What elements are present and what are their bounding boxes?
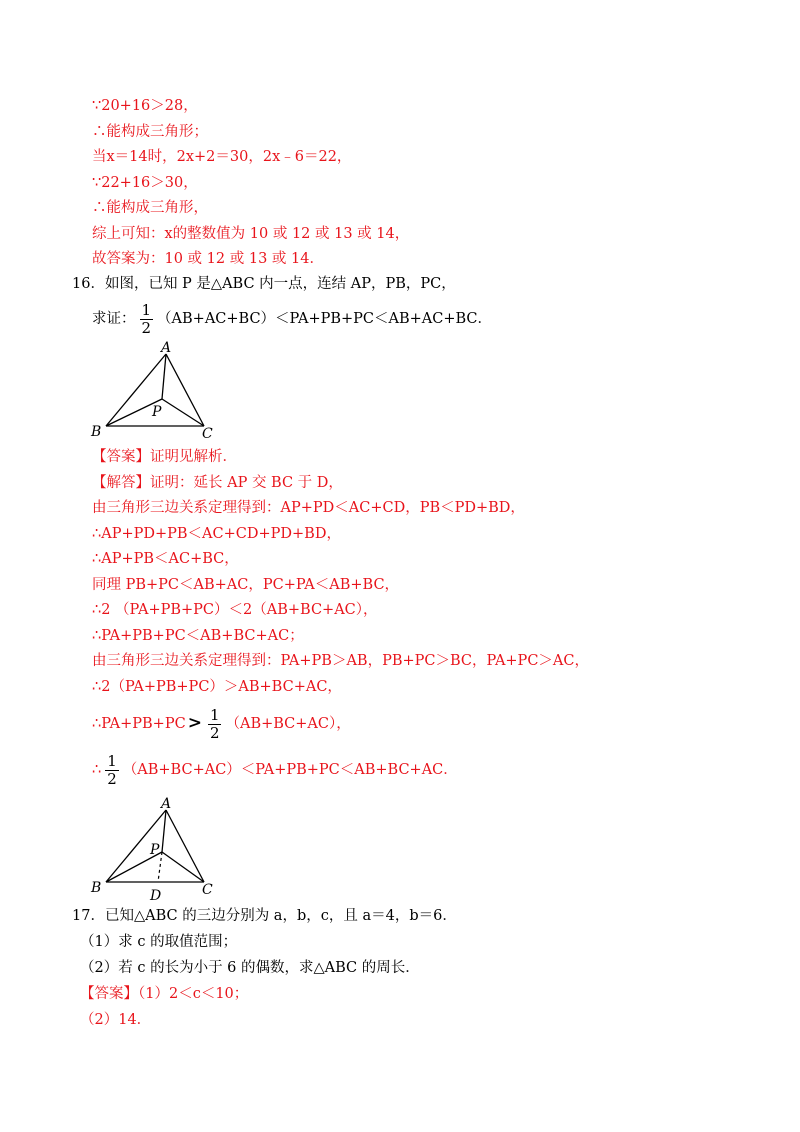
fraction-numerator: 1 (107, 751, 117, 770)
fraction-numerator: 1 (209, 705, 220, 724)
answer-17-line-2: （2）14． (80, 1012, 152, 1028)
solution-16-line-1: 【解答】证明：延长 AP 交 BC 于 D， (92, 475, 343, 491)
solution-16-line-5: 同理 PB+PC＜AB+AC，PC+PA＜AB+BC， (92, 577, 400, 593)
question-17-stem: 17．已知△ABC 的三边分别为 a，b，c，且 a＝4，b＝6． (72, 908, 457, 924)
answer-17-line-1 (80, 984, 248, 1004)
point-d-label: D (150, 888, 162, 904)
solution-16-line-7: ∴PA+PB+PC＜AB+BC+AC； (92, 628, 304, 644)
answer-part-1: （1）2＜c＜10； (138, 986, 249, 1002)
question-17-part-2: （2）若 c 的长为小于 6 的偶数，求△ABC 的周长． (80, 960, 420, 976)
solution-line-4: ∵22+16＞30， (92, 175, 198, 191)
answer-label: 【答案】 (80, 986, 138, 1002)
point-p-label: P (150, 842, 160, 858)
fraction-denominator: 2 (107, 769, 117, 788)
half-fraction-3 (105, 753, 119, 788)
solution-16-line-8: 由三角形三边关系定理得到：PA+PB＞AB，PB+PC＞BC，PA+PC＞AC， (92, 653, 589, 669)
vertex-a-label: A (161, 340, 172, 356)
solution-line-7: 故答案为：10 或 12 或 13 或 14． (92, 251, 324, 267)
prove-rest: （AB+AC+BC）＜PA+PB+PC＜AB+AC+BC． (157, 311, 493, 327)
solution-line-3: 当x＝14时，2x+2＝30，2x﹣6＝22， (92, 149, 352, 165)
solution-16-line-10 (92, 703, 351, 744)
line-10-prefix: ∴PA+PB+PC (92, 716, 186, 732)
solution-line-1: ∵20+16＞28， (92, 98, 198, 114)
solution-16-line-11 (92, 750, 458, 790)
solution-16-line-4: ∴AP+PB＜AC+BC， (92, 551, 239, 567)
question-16-stem: 16．如图，已知 P 是△ABC 内一点，连结 AP，PB，PC， (72, 276, 456, 292)
solution-line-2: ∴能构成三角形； (92, 124, 208, 140)
fraction-numerator: 1 (141, 300, 152, 319)
solution-16-line-3: ∴AP+PD+PB＜AC+CD+PD+BD， (92, 526, 341, 542)
vertex-b-label: B (91, 880, 102, 896)
line-10-suffix: （AB+BC+AC）， (225, 716, 351, 732)
solution-16-line-6: ∴2 （PA+PB+PC）＜2（AB+BC+AC）， (92, 602, 378, 618)
solution-16-line-2: 由三角形三边关系定理得到：AP+PD＜AC+CD，PB＜PD+BD， (92, 500, 525, 516)
fraction-denominator: 2 (209, 723, 220, 742)
vertex-b-label: B (91, 424, 102, 440)
line-11-prefix: ∴ (92, 762, 102, 778)
question-17-part-1: （1）求 c 的取值范围； (80, 934, 238, 950)
answer-16: 【答案】证明见解析． (92, 449, 237, 465)
vertex-c-label: C (202, 426, 213, 440)
point-p-label: P (152, 404, 162, 420)
vertex-a-label: A (161, 796, 172, 812)
question-16-prove (92, 300, 492, 338)
prove-prefix: 求证： (92, 311, 136, 327)
half-fraction (140, 302, 154, 337)
solution-line-6: 综上可知：x的整数值为 10 或 12 或 13 或 14， (92, 226, 410, 242)
solution-line-5: ∴能构成三角形， (92, 200, 208, 216)
solution-16-line-9: ∴2（PA+PB+PC）＞AB+BC+AC， (92, 679, 342, 695)
triangle-figure-1 (86, 340, 226, 440)
vertex-c-label: C (202, 882, 213, 898)
triangle-figure-2 (86, 794, 226, 904)
line-11-suffix: （AB+BC+AC）＜PA+PB+PC＜AB+BC+AC． (122, 762, 458, 778)
half-fraction-2 (208, 707, 222, 742)
greater-than-sign: > (187, 713, 202, 733)
fraction-denominator: 2 (141, 318, 152, 337)
